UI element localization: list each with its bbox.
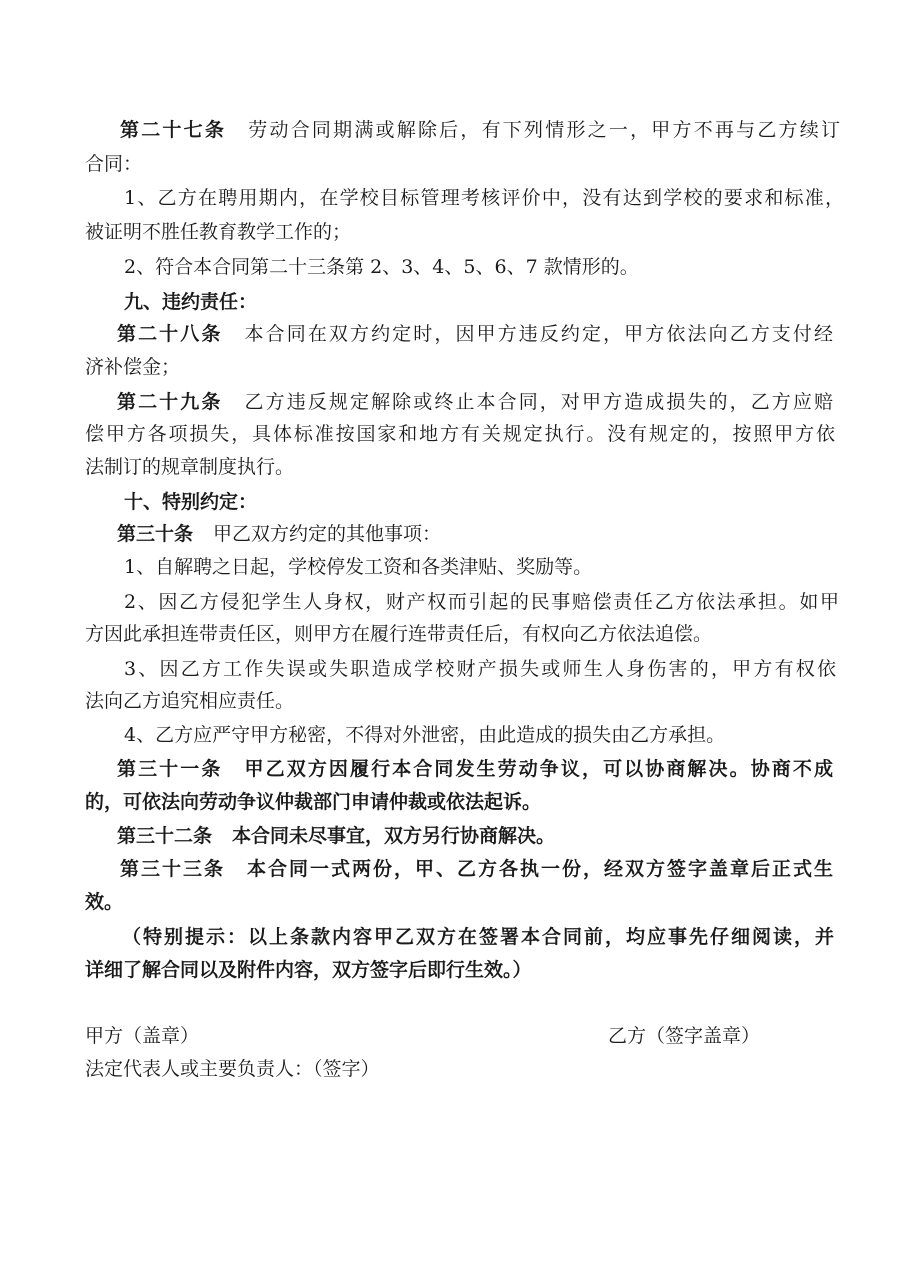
article-33-line-1 xyxy=(120,857,833,881)
article-27-item-2: 2、符合本合同第二十三条第 2、3、4、5、6、7 款情形的。 xyxy=(124,256,639,278)
article-32-line xyxy=(117,824,555,848)
article-27-line-1 xyxy=(120,118,840,142)
party-a-seal-label: 甲方（盖章） xyxy=(85,1025,200,1047)
article-30-item-2-line-1: 2、因乙方侵犯学生人身权，财产权而引起的民事赔偿责任乙方依法承担。如甲 xyxy=(124,591,839,613)
article-32-number: 第三十二条 xyxy=(117,825,213,847)
article-30-line xyxy=(117,522,441,546)
party-b-signature-label: 乙方（签字盖章） xyxy=(608,1025,761,1047)
article-33-text-2: 效。 xyxy=(85,891,124,913)
article-31-text-2: 的，可依法向劳动争议仲裁部门申请仲裁或依法起诉。 xyxy=(85,791,542,813)
article-30-item-2-line-2: 方因此承担连带责任区，则甲方在履行连带责任后，有权向乙方依法追偿。 xyxy=(85,623,713,645)
article-27-item-1-line-2: 被证明不胜任教育教学工作的； xyxy=(85,221,352,243)
article-30-text: 甲乙双方约定的其他事项： xyxy=(213,523,442,545)
article-28-line-1 xyxy=(117,322,833,346)
article-31-line-1 xyxy=(117,757,833,781)
article-28-number: 第二十八条 xyxy=(117,323,223,345)
article-33-number: 第三十三条 xyxy=(120,858,225,880)
article-29-text-1: 乙方违反规定解除或终止本合同，对甲方造成损失的，乙方应赔 xyxy=(242,391,833,413)
legal-representative-signature-label: 法定代表人或主要负责人：（签字） xyxy=(85,1058,380,1080)
article-29-line-1 xyxy=(117,390,833,414)
special-notice-line-2: 详细了解合同以及附件内容，双方签字后即行生效。） xyxy=(85,959,532,981)
special-notice-line-1: （特别提示：以上条款内容甲乙双方在签署本合同前，均应事先仔细阅读，并 xyxy=(122,926,834,948)
section-10-title: 十、特别约定： xyxy=(124,491,258,513)
article-28-text-2: 济补偿金； xyxy=(85,356,181,378)
article-29-text-3: 法制订的规章制度执行。 xyxy=(85,456,295,478)
article-30-number: 第三十条 xyxy=(117,523,194,545)
article-27-text-2: 合同： xyxy=(85,153,143,175)
section-9-title: 九、违约责任： xyxy=(124,291,258,313)
article-30-item-1: 1、自解聘之日起，学校停发工资和各类津贴、奖励等。 xyxy=(124,556,593,578)
article-30-item-3-line-1: 3、因乙方工作失误或失职造成学校财产损失或师生人身伤害的，甲方有权依 xyxy=(124,658,836,680)
article-27-number: 第二十七条 xyxy=(120,119,227,141)
article-33-text-1: 本合同一式两份，甲、乙方各执一份，经双方签字盖章后正式生 xyxy=(245,858,833,880)
article-30-item-4: 4、乙方应严守甲方秘密，不得对外泄密，由此造成的损失由乙方承担。 xyxy=(124,724,726,746)
article-27-item-1-line-1: 1、乙方在聘用期内，在学校目标管理考核评价中，没有达到学校的要求和标准， xyxy=(124,187,844,209)
article-31-number: 第三十一条 xyxy=(117,758,223,780)
article-30-item-3-line-2: 法向乙方追究相应责任。 xyxy=(85,690,295,712)
article-32-text: 本合同未尽事宜，双方另行协商解决。 xyxy=(232,825,556,847)
article-28-text-1: 本合同在双方约定时，因甲方违反约定，甲方依法向乙方支付经 xyxy=(242,323,833,345)
article-31-text-1: 甲乙双方因履行本合同发生劳动争议，可以协商解决。协商不成 xyxy=(242,758,833,780)
article-29-number: 第二十九条 xyxy=(117,391,223,413)
article-27-text-1: 劳动合同期满或解除后，有下列情形之一，甲方不再与乙方续订 xyxy=(246,119,840,141)
article-29-text-2: 偿甲方各项损失，具体标准按国家和地方有关规定执行。没有规定的，按照甲方依 xyxy=(85,423,835,445)
